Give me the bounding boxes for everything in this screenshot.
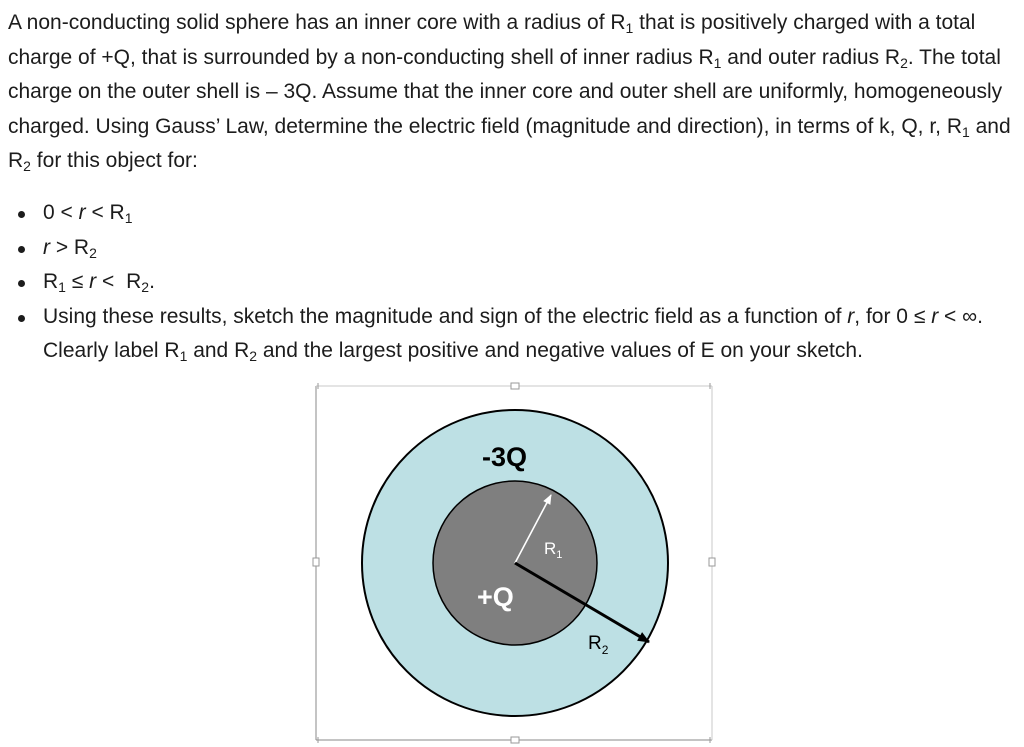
bullet-text: , for 0 ≤ [854, 304, 932, 328]
subscript: 1 [124, 210, 133, 226]
subscript: 2 [23, 158, 31, 175]
bullet-text: Using these results, sketch the magnitude and sign of the electric field as a function of [43, 304, 848, 328]
shell-charge-label: -3Q [482, 442, 528, 472]
subscript: 2 [249, 348, 258, 365]
problem-text-6: for this object for: [30, 149, 198, 173]
list-item [0, 196, 1020, 231]
r1-label: $R_1$ [544, 539, 563, 561]
problem-text-5: and R [8, 114, 1011, 173]
problem-text-3: and outer radius R [721, 45, 901, 69]
bullet-text: < [96, 270, 121, 294]
list-item [0, 300, 1020, 369]
variable-r: r [931, 304, 939, 328]
subscript: 2 [141, 279, 150, 296]
bullet-text: and R [187, 339, 250, 363]
list-item [0, 265, 1020, 300]
bullet-text: R [126, 270, 142, 294]
variable-r: r [78, 201, 86, 224]
bullet-text: 0 < [43, 201, 79, 224]
bullet-text: < ∞. Clearly label R [43, 304, 983, 363]
bullet-text: . [149, 270, 155, 294]
problem-text-4: . The total charge on the outer shell is – 3Q. Assume that the inner core and outer shell are uniformly, homogeneously charged. Using Gauss’ Law, determine the electric field (magnitude and direction), in terms of k, Q, r, R [8, 45, 1003, 138]
bullet-text: > R [50, 235, 90, 259]
subscript: 1 [713, 54, 722, 71]
variable-r: r [43, 235, 50, 259]
problem-text-2: that is positively charged with a total charge of +Q, that is surrounded by a non-conducting shell of inner radius R [8, 11, 976, 69]
variable-r: r [847, 304, 855, 328]
subscript: 2 [900, 54, 908, 71]
question-list [0, 196, 1020, 369]
subscript: 1 [625, 20, 634, 36]
charged-sphere-figure [312, 382, 716, 744]
subscript: 1 [179, 348, 188, 365]
list-item [0, 231, 1020, 266]
problem-statement [8, 6, 1016, 179]
bullet-text: and the largest positive and negative values of E on your sketch. [257, 339, 863, 363]
subscript: 1 [58, 279, 66, 296]
variable-r: r [89, 270, 97, 294]
subscript: 1 [962, 123, 970, 140]
subscript: 2 [89, 244, 97, 261]
bullet-text: R [43, 270, 59, 294]
core-charge-label: +Q [477, 582, 514, 612]
bullet-text: < R [85, 201, 125, 224]
bullet-text: ≤ [65, 270, 90, 294]
r2-label: $R_2$ [588, 633, 609, 657]
problem-text-1: A non-conducting solid sphere has an inner core with a radius of R [8, 11, 626, 34]
